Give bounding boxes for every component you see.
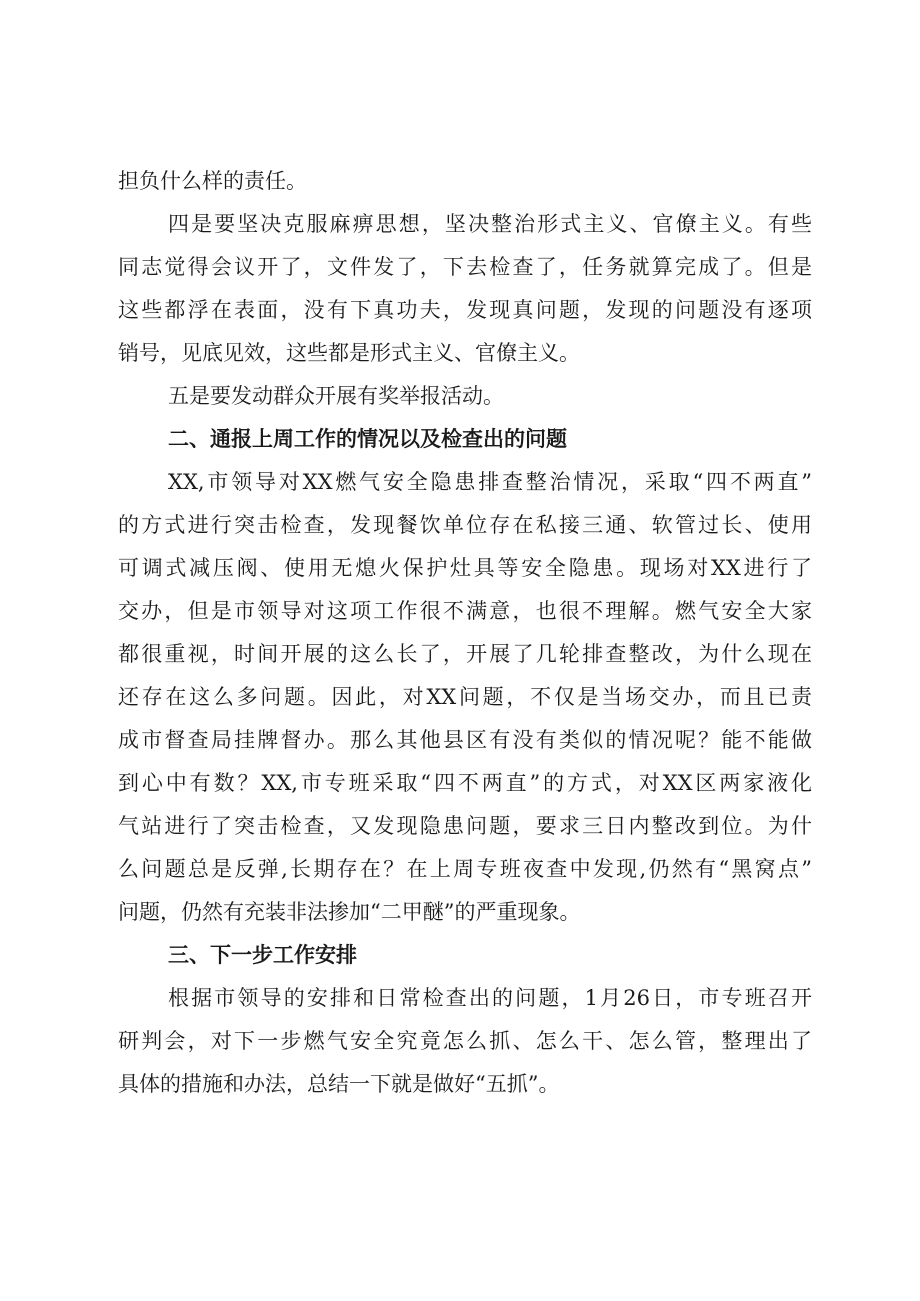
paragraph-line: 问题，仍然有充装非法掺加“二甲醚”的严重现象。 — [118, 900, 581, 924]
section-heading-2: 二、通报上周工作的情况以及检查出的问题 — [168, 427, 567, 451]
paragraph-line: 同志觉得会议开了，文件发了，下去检查了，任务就算完成了。但是 — [118, 255, 812, 279]
paragraph-line: 交办，但是市领导对这项工作很不满意，也很不理解。燃气安全大家 — [118, 599, 812, 623]
paragraph-line: 到心中有数？XX,市专班采取“四不两直”的方式，对XX区两家液化 — [118, 771, 812, 795]
paragraph-line: 担负什么样的责任。 — [118, 169, 307, 193]
paragraph-line: 的方式进行突击检查，发现餐饮单位存在私接三通、软管过长、使用 — [118, 513, 812, 537]
paragraph-line: 气站进行了突击检查，又发现隐患问题，要求三日内整改到位。为什 — [118, 814, 812, 838]
paragraph-line: 么问题总是反弹,长期存在？在上周专班夜查中发现,仍然有“黑窝点” — [118, 857, 812, 881]
paragraph-line: 研判会，对下一步燃气安全究竟怎么抓、怎么干、怎么管，整理出了 — [118, 1029, 812, 1053]
section-heading-3: 三、下一步工作安排 — [168, 943, 357, 967]
paragraph-line: 四是要坚决克服麻痹思想，坚决整治形式主义、官僚主义。有些 — [168, 212, 812, 236]
paragraph-line: 成市督查局挂牌督办。那么其他县区有没有类似的情况呢？能不能做 — [118, 728, 812, 752]
paragraph-line: 还存在这么多问题。因此，对XX问题，不仅是当场交办，而且已责 — [118, 685, 812, 709]
paragraph-line: 可调式减压阀、使用无熄火保护灶具等安全隐患。现场对XX进行了 — [118, 556, 812, 580]
paragraph-line: 根据市领导的安排和日常检查出的问题，1月26日，市专班召开 — [168, 986, 812, 1010]
document-body — [118, 160, 812, 1106]
paragraph-line: XX,市领导对XX燃气安全隐患排查整治情况，采取“四不两直” — [168, 470, 812, 494]
paragraph-line: 这些都浮在表面，没有下真功夫，发现真问题，发现的问题没有逐项 — [118, 298, 812, 322]
paragraph-line: 都很重视，时间开展的这么长了，开展了几轮排查整改，为什么现在 — [118, 642, 812, 666]
paragraph-line: 五是要发动群众开展有奖举报活动。 — [168, 384, 504, 408]
paragraph-line: 销号，见底见效，这些都是形式主义、官僚主义。 — [118, 341, 580, 365]
paragraph-line: 具体的措施和办法，总结一下就是做好“五抓”。 — [118, 1072, 560, 1096]
